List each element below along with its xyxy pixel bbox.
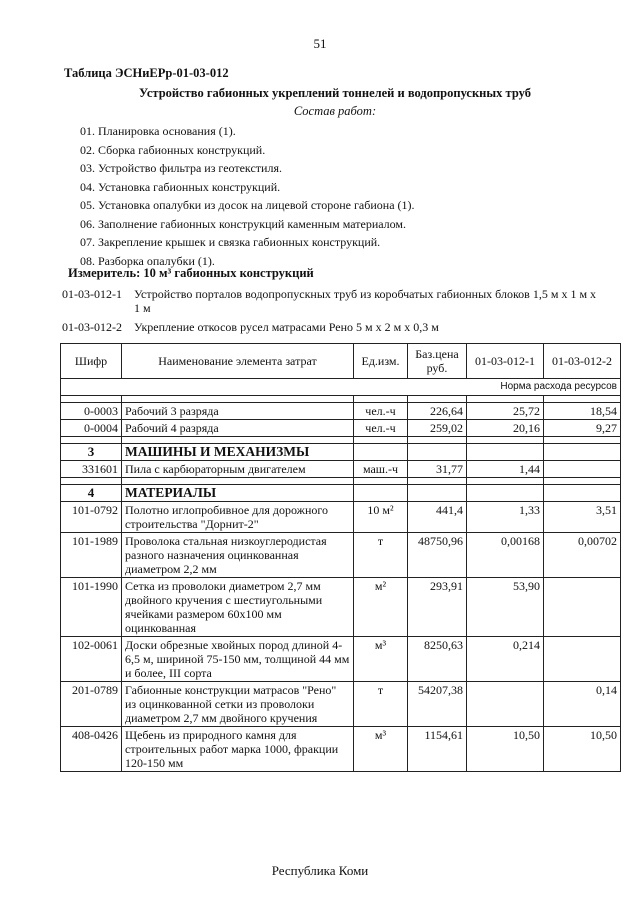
cell-variant-2 [544, 637, 621, 682]
section-row [61, 485, 621, 502]
cell-price: 441,4 [408, 502, 467, 533]
cell-unit: 10 м² [354, 502, 408, 533]
work-item: 04. Установка габионных конструкций. [80, 179, 281, 194]
cell-code: 408-0426 [61, 727, 122, 772]
section-title: МАШИНЫ И МЕХАНИЗМЫ [122, 444, 354, 461]
work-composition-heading: Состав работ: [293, 104, 377, 118]
cell-price: 1154,61 [408, 727, 467, 772]
table-row [61, 533, 621, 578]
cell-code: 102-0061 [61, 637, 122, 682]
measurer: Измеритель: 10 м³ габионных конструкций [68, 266, 314, 280]
work-item: 02. Сборка габионных конструкций. [80, 142, 266, 157]
cell-name: Щебень из природного камня для строительных работ марка 1000, фракции 120-150 мм [122, 727, 354, 772]
cell-variant-2 [544, 461, 621, 478]
table-row [61, 682, 621, 727]
cell-code: 101-0792 [61, 502, 122, 533]
cell-unit: т [354, 533, 408, 578]
table-title: Устройство габионных укреплений тоннелей и водопропускных труб [139, 86, 531, 100]
cell-variant-1: 10,50 [467, 727, 544, 772]
cell-name: Рабочий 4 разряда [122, 420, 354, 437]
table-header-row [61, 344, 621, 379]
header-unit: Ед.изм. [354, 344, 408, 379]
cell-variant-1: 1,33 [467, 502, 544, 533]
work-item: 05. Установка опалубки из досок на лицевой стороне габиона (1). [80, 198, 415, 212]
section-title: МАТЕРИАЛЫ [122, 485, 354, 502]
page-footer: Республика Коми [271, 863, 369, 878]
work-item: 03. Устройство фильтра из геотекстиля. [80, 161, 282, 175]
norms-table [60, 343, 621, 772]
cell-variant-2: 0,14 [544, 682, 621, 727]
cell-variant-1: 53,90 [467, 578, 544, 637]
work-list [80, 122, 415, 270]
page-number: 51 [313, 36, 327, 51]
table-row [61, 727, 621, 772]
cell-name: Доски обрезные хвойных пород длиной 4-6,5 м, шириной 75-150 мм, толщиной 44 мм и более, III сорта [122, 637, 354, 682]
cell-code: 201-0789 [61, 682, 122, 727]
cell-price: 31,77 [408, 461, 467, 478]
cell-name: Рабочий 3 разряда [122, 403, 354, 420]
cell-code: 0-0004 [61, 420, 122, 437]
cell-unit: чел.-ч [354, 403, 408, 420]
cell-unit: т [354, 682, 408, 727]
header-code: Шифр [61, 344, 122, 379]
cell-code: 331601 [61, 461, 122, 478]
cell-variant-2: 3,51 [544, 502, 621, 533]
cell-variant-1: 0,00168 [467, 533, 544, 578]
variant-code: 01-03-012-2 [62, 320, 122, 334]
header-variant-1: 01-03-012-1 [467, 344, 544, 379]
header-variant-2: 01-03-012-2 [544, 344, 621, 379]
cell-name: Проволока стальная низкоуглеродистая разного назначения оцинкованная диаметром 2,2 мм [122, 533, 354, 578]
cell-code: 101-1989 [61, 533, 122, 578]
variant-row [62, 287, 602, 315]
table-row [61, 420, 621, 437]
cell-variant-2: 10,50 [544, 727, 621, 772]
cell-price: 293,91 [408, 578, 467, 637]
cell-variant-2: 9,27 [544, 420, 621, 437]
cell-variant-1 [467, 682, 544, 727]
table-row [61, 461, 621, 478]
norm-caption-row [61, 379, 621, 396]
cell-code: 101-1990 [61, 578, 122, 637]
cell-price: 226,64 [408, 403, 467, 420]
header-price: Баз.цена руб. [408, 344, 467, 379]
table-row [61, 637, 621, 682]
cell-price: 8250,63 [408, 637, 467, 682]
cell-variant-2: 0,00702 [544, 533, 621, 578]
cell-variant-1: 20,16 [467, 420, 544, 437]
variant-description: Устройство порталов водопропускных труб из коробчатых габионных блоков 1,5 м х 1 м х 1 м [134, 287, 597, 315]
variant-description: Укрепление откосов русел матрасами Рено 5 м х 2 м х 0,3 м [134, 320, 439, 334]
cell-variant-2 [544, 578, 621, 637]
work-item: 07. Закрепление крышек и связка габионных конструкций. [80, 235, 381, 249]
cell-price: 54207,38 [408, 682, 467, 727]
cell-variant-1: 0,214 [467, 637, 544, 682]
cell-unit: маш.-ч [354, 461, 408, 478]
section-number: 4 [61, 485, 122, 502]
cell-name: Пила с карбюраторным двигателем [122, 461, 354, 478]
header-name: Наименование элемента затрат [122, 344, 354, 379]
cell-code: 0-0003 [61, 403, 122, 420]
cell-variant-1: 25,72 [467, 403, 544, 420]
cell-price: 259,02 [408, 420, 467, 437]
table-row [61, 502, 621, 533]
variant-row [62, 320, 602, 334]
cell-unit: м³ [354, 727, 408, 772]
cell-unit: чел.-ч [354, 420, 408, 437]
norm-caption: Норма расхода ресурсов [61, 379, 621, 396]
cell-name: Габионные конструкции матрасов "Рено" из оцинкованной сетки из проволоки диаметром 2,7 мм двойного кручения [122, 682, 354, 727]
table-row [61, 403, 621, 420]
cell-variant-2: 18,54 [544, 403, 621, 420]
cell-unit: м² [354, 578, 408, 637]
cell-variant-1: 1,44 [467, 461, 544, 478]
section-number: 3 [61, 444, 122, 461]
work-item: 08. Разборка опалубки (1). [80, 253, 215, 268]
cell-price: 48750,96 [408, 533, 467, 578]
cell-unit: м³ [354, 637, 408, 682]
cell-name: Сетка из проволоки диаметром 2,7 мм двойного кручения с шестиугольными ячейками размером 60х100 мм оцинкованная [122, 578, 354, 637]
work-item: 06. Заполнение габионных конструкций каменным материалом. [80, 216, 407, 231]
cell-name: Полотно иглопробивное для дорожного строительства "Дорнит-2" [122, 502, 354, 533]
table-id: Таблица ЭСНиЕРр-01-03-012 [64, 66, 229, 80]
table-row [61, 578, 621, 637]
section-row [61, 444, 621, 461]
work-item: 01. Планировка основания (1). [80, 124, 236, 138]
variant-code: 01-03-012-1 [62, 287, 122, 301]
